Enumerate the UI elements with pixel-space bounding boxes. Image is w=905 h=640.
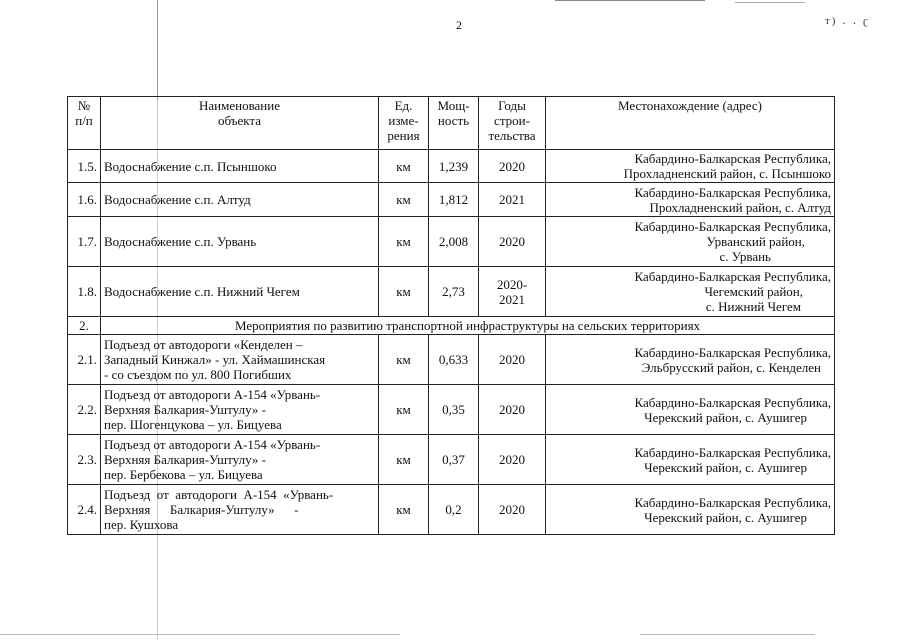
object-name: Водоснабжение с.п. Псыншоко [101, 150, 379, 183]
capacity: 1,812 [429, 183, 479, 217]
construction-years: 2020 [479, 485, 546, 535]
unit: км [379, 485, 429, 535]
construction-years: 2020 [479, 217, 546, 267]
table-header-row [68, 97, 835, 150]
location: Кабардино-Балкарская Республика, Черекский район, с. Аушигер [546, 385, 835, 435]
scan-bottom-rule [0, 634, 400, 635]
construction-years: 2021 [479, 183, 546, 217]
table-row [68, 217, 835, 267]
unit: км [379, 183, 429, 217]
location: Кабардино-Балкарская Республика, Черекский район, с. Аушигер [546, 485, 835, 535]
row-number: 1.6. [68, 183, 101, 217]
header-unit: Ед. изме- рения [379, 97, 429, 150]
section-title: Мероприятия по развитию транспортной инфраструктуры на сельских территориях [101, 317, 835, 335]
header-num: № п/п [68, 97, 101, 150]
objects-table [67, 96, 835, 535]
unit: км [379, 217, 429, 267]
location: Кабардино-Балкарская Республика, Прохладненский район, с. Алтуд [546, 183, 835, 217]
table-row [68, 150, 835, 183]
construction-years: 2020 [479, 335, 546, 385]
construction-years: 2020- 2021 [479, 267, 546, 317]
unit: км [379, 335, 429, 385]
row-number: 2.2. [68, 385, 101, 435]
location: Кабардино-Балкарская Республика, Урванский район, с. Урвань [546, 217, 835, 267]
capacity: 2,008 [429, 217, 479, 267]
unit: км [379, 435, 429, 485]
capacity: 1,239 [429, 150, 479, 183]
header-location: Местонахождение (адрес) [546, 97, 835, 150]
object-name: Водоснабжение с.п. Алтуд [101, 183, 379, 217]
capacity: 0,37 [429, 435, 479, 485]
unit: км [379, 267, 429, 317]
location: Кабардино-Балкарская Республика, Черекский район, с. Аушигер [546, 435, 835, 485]
section-number: 2. [68, 317, 101, 335]
section-row [68, 317, 835, 335]
table-row [68, 267, 835, 317]
construction-years: 2020 [479, 385, 546, 435]
capacity: 2,73 [429, 267, 479, 317]
object-name: Подъезд от автодороги «Кенделен – Западный Кинжал» - ул. Хаймашинская - со съездом по ул. 800 Погибших [101, 335, 379, 385]
header-name: Наименование объекта [101, 97, 379, 150]
location: Кабардино-Балкарская Республика, Эльбрусский район, с. Кенделен [546, 335, 835, 385]
scan-top-rule [555, 0, 705, 1]
capacity: 0,2 [429, 485, 479, 535]
capacity: 0,633 [429, 335, 479, 385]
capacity: 0,35 [429, 385, 479, 435]
row-number: 1.8. [68, 267, 101, 317]
unit: км [379, 385, 429, 435]
location: Кабардино-Балкарская Республика, Прохладненский район, с. Псыншоко [546, 150, 835, 183]
construction-years: 2020 [479, 435, 546, 485]
construction-years: 2020 [479, 150, 546, 183]
object-name: Подъезд от автодороги А-154 «Урвань- Верхняя Балкария-Уштулу» - пер. Бербекова – ул. Бицуева [101, 435, 379, 485]
object-name: Подъезд от автодороги А-154 «Урвань- Верхняя Балкария-Уштулу» - пер. Шогенцукова – ул. Бицуева [101, 385, 379, 435]
page-number: 2 [456, 18, 462, 32]
unit: км [379, 150, 429, 183]
object-name: Водоснабжение с.п. Нижний Чегем [101, 267, 379, 317]
object-name: Подъезд от автодороги А-154 «Урвань- Верхняя Балкария-Уштулу» - пер. Кушхова [101, 485, 379, 535]
table-row [68, 183, 835, 217]
table-row [68, 385, 835, 435]
table-row [68, 435, 835, 485]
object-name: Водоснабжение с.п. Урвань [101, 217, 379, 267]
header-years: Годы строи- тельства [479, 97, 546, 150]
row-number: 2.3. [68, 435, 101, 485]
row-number: 2.1. [68, 335, 101, 385]
row-number: 1.7. [68, 217, 101, 267]
row-number: 2.4. [68, 485, 101, 535]
table-row [68, 485, 835, 535]
row-number: 1.5. [68, 150, 101, 183]
location: Кабардино-Балкарская Республика, Чегемский район, с. Нижний Чегем [546, 267, 835, 317]
scan-top-rule-2 [735, 2, 805, 3]
table-row [68, 335, 835, 385]
header-capacity: Мощ- ность [429, 97, 479, 150]
scan-fold-line-dark [157, 0, 158, 100]
scan-corner-marks: т) ․ ․ ʗ [825, 15, 870, 27]
scan-bottom-rule-2 [640, 634, 815, 635]
